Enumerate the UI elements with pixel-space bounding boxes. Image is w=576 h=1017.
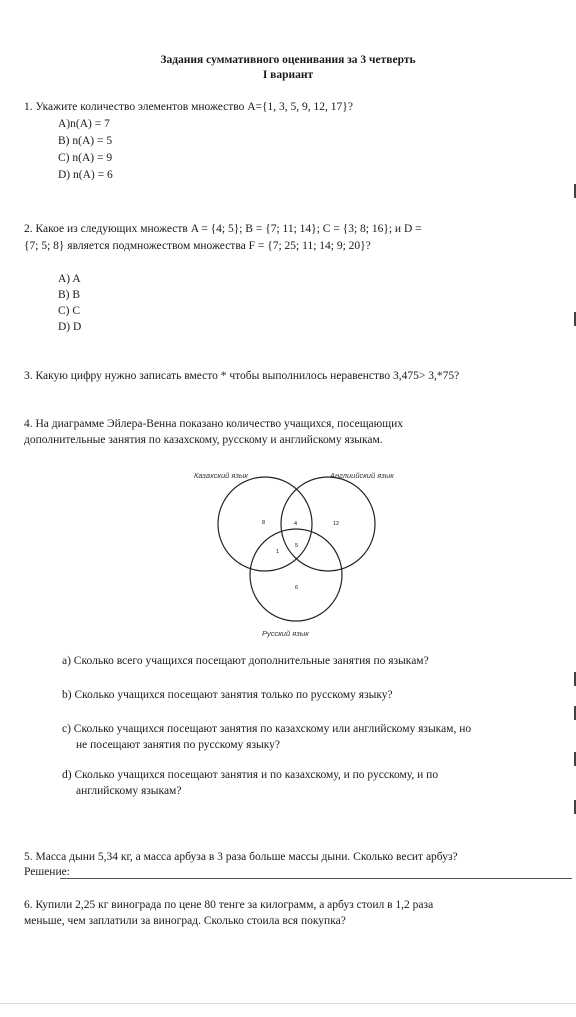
question-2-option-b: B) B [58,289,81,301]
venn-label-kazakh: Казахский язык [194,471,248,480]
question-4-line-1: 4. На диаграмме Эйлера-Венна показано количество учащихся, посещающих [24,418,404,430]
venn-label-english: Англиийский язык [330,471,394,480]
question-5-text: 5. Масса дыни 5,34 кг, а масса арбуза в 3 раза больше массы дыни. Сколько весит арбуз? [24,851,458,863]
venn-value-only-english: 12 [333,521,340,527]
question-2-line-2: {7; 5; 8} является подмножеством множества F = {7; 25; 11; 14; 9; 20}? [24,240,371,252]
question-4d-line-1: d) Сколько учащихся посещают занятия и по казахскому, и по русскому, и по [62,769,439,781]
question-3-text: 3. Какую цифру нужно записать вместо * чтобы выполнилось неравенство 3,475> 3,*75? [24,370,460,382]
question-2-option-d: D) D [58,321,82,333]
question-1-option-c: C) n(A) = 9 [58,152,113,164]
page-title: Задания суммативного оценивания за 3 четверть [160,54,416,66]
question-1-option-b: B) n(A) = 5 [58,135,113,147]
venn-value-kazakh-english: 4 [294,521,298,527]
question-1-text: 1. Укажите количество элементов множество A={1, 3, 5, 9, 12, 17}? [24,101,353,113]
page-bottom-border [0,1003,576,1004]
question-5-solution-label: Решение: [24,866,70,878]
venn-value-only-russian: 6 [295,585,299,591]
solution-answer-line [60,878,572,879]
question-1-option-d: D) n(A) = 6 [58,169,113,181]
venn-label-russian: Русский язык [262,629,309,638]
question-6-line-2: меньше, чем заплатили за виноград. Сколько стоила вся покупка? [24,915,346,927]
venn-value-kazakh-russian: 1 [276,549,280,555]
variant-title: I вариант [262,69,314,81]
question-4a: a) Сколько всего учащихся посещают дополнительные занятия по языкам? [62,655,429,667]
question-4-line-2: дополнительные занятия по казахскому, русскому и английскому языкам. [24,434,383,446]
question-2-option-a: A) A [58,273,81,285]
question-4d-line-2: английскому языкам? [76,785,182,797]
venn-diagram [180,462,440,642]
question-6-line-1: 6. Купили 2,25 кг винограда по цене 80 тенге за килограмм, а арбуз стоил в 1,2 раза [24,899,434,911]
question-2-option-c: C) C [58,305,81,317]
question-4c-line-1: c) Сколько учащихся посещают занятия по казахскому или английскому языкам, но [62,723,472,735]
question-2-line-1: 2. Какое из следующих множеств A = {4; 5}; B = {7; 11; 14}; C = {3; 8; 16}; и D = [24,223,422,235]
question-4b: b) Сколько учащихся посещают занятия только по русскому языку? [62,689,393,701]
venn-value-all-three: 5 [295,543,299,549]
question-1-option-a: A)n(A) = 7 [58,118,110,130]
question-4c-line-2: не посещают занятия по русскому языку? [76,739,281,751]
venn-value-only-kazakh: 8 [262,520,266,526]
